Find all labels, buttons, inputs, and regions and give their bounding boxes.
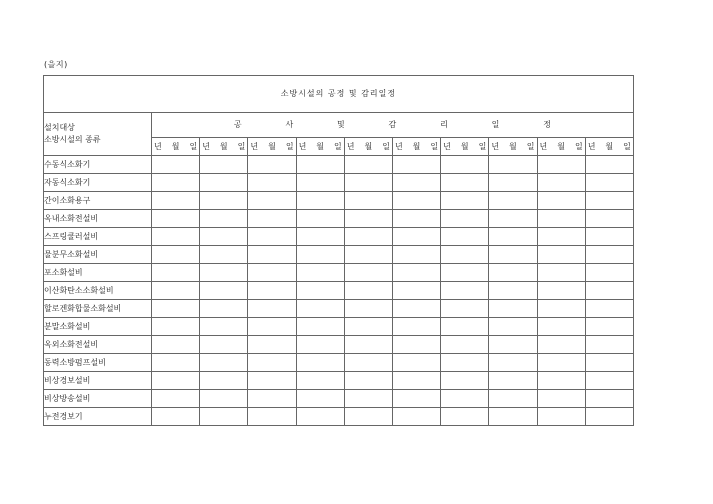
schedule-cell: [200, 246, 248, 264]
schedule-cell: [296, 174, 344, 192]
schedule-cell: [489, 174, 537, 192]
schedule-cell: [537, 408, 585, 426]
facility-name: 스프링쿨러설비: [44, 228, 152, 246]
schedule-cell: [152, 336, 200, 354]
schedule-cell: [537, 336, 585, 354]
table-row: [44, 318, 634, 336]
facility-name: 비상경보설비: [44, 372, 152, 390]
schedule-header: [152, 113, 634, 138]
schedule-cell: [441, 408, 489, 426]
table-row: [44, 174, 634, 192]
schedule-cell: [296, 390, 344, 408]
schedule-cell: [537, 174, 585, 192]
schedule-cell: [441, 300, 489, 318]
schedule-cell: [296, 282, 344, 300]
schedule-cell: [200, 300, 248, 318]
date-unit-month: 월: [171, 141, 180, 151]
schedule-cell: [200, 192, 248, 210]
table-row: [44, 228, 634, 246]
schedule-cell: [392, 300, 440, 318]
schedule-cell: [392, 192, 440, 210]
schedule-cell: [200, 318, 248, 336]
schedule-cell: [585, 408, 633, 426]
facility-header-line1: 설치대상: [44, 123, 75, 132]
schedule-cell: [441, 246, 489, 264]
date-column-header: [152, 138, 200, 156]
date-column-header: [200, 138, 248, 156]
schedule-cell: [296, 300, 344, 318]
schedule-cell: [392, 318, 440, 336]
schedule-cell: [344, 228, 392, 246]
schedule-cell: [392, 372, 440, 390]
table-row: [44, 390, 634, 408]
schedule-cell: [441, 372, 489, 390]
schedule-cell: [248, 354, 296, 372]
date-unit-month: 월: [460, 141, 469, 151]
table-row: [44, 156, 634, 174]
schedule-header-char: 사: [285, 120, 294, 129]
schedule-cell: [152, 300, 200, 318]
facility-name: 포소화설비: [44, 264, 152, 282]
schedule-cell: [537, 192, 585, 210]
date-unit-month: 월: [557, 141, 565, 151]
schedule-cell: [152, 228, 200, 246]
date-unit-day: 일: [237, 141, 246, 151]
schedule-cell: [248, 390, 296, 408]
schedule-cell: [489, 210, 537, 228]
schedule-cell: [585, 228, 633, 246]
schedule-cell: [489, 300, 537, 318]
schedule-cell: [489, 246, 537, 264]
schedule-header-char: 및: [337, 120, 345, 129]
schedule-header-row: [44, 113, 634, 138]
schedule-cell: [392, 156, 440, 174]
schedule-cell: [441, 174, 489, 192]
schedule-cell: [344, 390, 392, 408]
schedule-cell: [152, 282, 200, 300]
schedule-cell: [392, 246, 440, 264]
table-row: [44, 354, 634, 372]
schedule-cell: [248, 156, 296, 174]
schedule-cell: [585, 390, 633, 408]
schedule-cell: [489, 408, 537, 426]
schedule-cell: [344, 336, 392, 354]
date-unit-year: 년: [587, 141, 596, 151]
date-unit-day: 일: [623, 141, 631, 151]
schedule-cell: [392, 282, 440, 300]
schedule-cell: [344, 282, 392, 300]
date-unit-year: 년: [394, 141, 403, 151]
schedule-cell: [441, 354, 489, 372]
schedule-cell: [344, 354, 392, 372]
schedule-cell: [585, 300, 633, 318]
schedule-cell: [585, 174, 633, 192]
schedule-cell: [248, 174, 296, 192]
schedule-cell: [537, 318, 585, 336]
date-unit-day: 일: [285, 141, 294, 151]
facility-header-line2: 소방시설의 종류: [44, 135, 101, 144]
date-column-header: [344, 138, 392, 156]
schedule-cell: [296, 192, 344, 210]
schedule-cell: [200, 228, 248, 246]
facility-type-header: [44, 113, 152, 156]
schedule-cell: [489, 390, 537, 408]
schedule-cell: [585, 318, 633, 336]
table-row: [44, 282, 634, 300]
date-column-header: [392, 138, 440, 156]
date-column-header: [296, 138, 344, 156]
facility-name: 간이소화용구: [44, 192, 152, 210]
schedule-cell: [200, 336, 248, 354]
schedule-cell: [152, 408, 200, 426]
facility-name: 옥외소화전설비: [44, 336, 152, 354]
schedule-cell: [344, 156, 392, 174]
schedule-cell: [152, 192, 200, 210]
schedule-cell: [296, 408, 344, 426]
schedule-cell: [248, 264, 296, 282]
schedule-cell: [441, 318, 489, 336]
schedule-cell: [344, 210, 392, 228]
facility-name: 이산화탄소소화설비: [44, 282, 152, 300]
schedule-cell: [152, 372, 200, 390]
schedule-cell: [585, 210, 633, 228]
date-unit-month: 월: [219, 141, 228, 151]
schedule-cell: [344, 408, 392, 426]
schedule-cell: [200, 156, 248, 174]
schedule-cell: [296, 354, 344, 372]
schedule-cell: [200, 174, 248, 192]
schedule-cell: [392, 174, 440, 192]
table-row: [44, 210, 634, 228]
schedule-cell: [392, 336, 440, 354]
schedule-cell: [296, 228, 344, 246]
schedule-cell: [537, 390, 585, 408]
date-unit-day: 일: [526, 141, 535, 151]
date-unit-day: 일: [574, 141, 583, 151]
schedule-cell: [152, 156, 200, 174]
schedule-cell: [489, 192, 537, 210]
schedule-cell: [296, 246, 344, 264]
facility-name: 수동식소화기: [44, 156, 152, 174]
schedule-cell: [200, 282, 248, 300]
schedule-cell: [441, 156, 489, 174]
schedule-cell: [537, 246, 585, 264]
schedule-header-char: 리: [440, 120, 448, 129]
schedule-cell: [537, 264, 585, 282]
schedule-cell: [248, 192, 296, 210]
title-row: [44, 76, 634, 113]
schedule-cell: [152, 318, 200, 336]
schedule-cell: [489, 318, 537, 336]
schedule-cell: [248, 372, 296, 390]
schedule-cell: [441, 210, 489, 228]
schedule-cell: [585, 264, 633, 282]
schedule-cell: [392, 408, 440, 426]
schedule-cell: [489, 264, 537, 282]
schedule-header-text: [152, 121, 633, 129]
schedule-cell: [489, 228, 537, 246]
schedule-cell: [200, 372, 248, 390]
schedule-cell: [441, 228, 489, 246]
schedule-cell: [585, 246, 633, 264]
schedule-cell: [392, 390, 440, 408]
date-column-header: [441, 138, 489, 156]
schedule-cell: [248, 408, 296, 426]
date-unit-month: 월: [412, 141, 421, 151]
schedule-cell: [344, 372, 392, 390]
schedule-cell: [248, 246, 296, 264]
schedule-cell: [585, 156, 633, 174]
form-label: (을지): [44, 60, 68, 69]
schedule-cell: [537, 354, 585, 372]
schedule-cell: [392, 210, 440, 228]
schedule-cell: [344, 264, 392, 282]
schedule-cell: [537, 210, 585, 228]
schedule-cell: [248, 300, 296, 318]
date-unit-month: 월: [605, 141, 614, 151]
schedule-header-char: 감: [388, 120, 397, 129]
schedule-cell: [200, 354, 248, 372]
date-column-header: [585, 138, 633, 156]
schedule-cell: [537, 300, 585, 318]
schedule-cell: [200, 264, 248, 282]
schedule-cell: [200, 210, 248, 228]
table-row: [44, 300, 634, 318]
schedule-cell: [152, 354, 200, 372]
date-unit-month: 월: [509, 141, 517, 151]
date-unit-year: 년: [539, 141, 548, 151]
schedule-cell: [344, 318, 392, 336]
date-column-header: [489, 138, 537, 156]
schedule-cell: [344, 192, 392, 210]
schedule-cell: [344, 246, 392, 264]
date-unit-year: 년: [346, 141, 355, 151]
schedule-cell: [392, 264, 440, 282]
date-unit-day: 일: [189, 141, 198, 151]
date-unit-month: 월: [268, 141, 276, 151]
schedule-cell: [296, 264, 344, 282]
date-unit-year: 년: [154, 141, 162, 151]
page-title: 소방시설의 공정 및 감리일정: [44, 76, 634, 113]
facility-name: 분말소화설비: [44, 318, 152, 336]
schedule-cell: [152, 210, 200, 228]
schedule-header-char: 정: [543, 120, 551, 129]
schedule-cell: [248, 318, 296, 336]
schedule-cell: [152, 174, 200, 192]
schedule-cell: [441, 390, 489, 408]
schedule-cell: [296, 318, 344, 336]
schedule-cell: [585, 282, 633, 300]
facility-name: 옥내소화전설비: [44, 210, 152, 228]
schedule-cell: [152, 390, 200, 408]
date-unit-year: 년: [202, 141, 210, 151]
table-row: [44, 246, 634, 264]
schedule-cell: [200, 408, 248, 426]
schedule-cell: [537, 228, 585, 246]
schedule-cell: [585, 192, 633, 210]
facility-name: 동력소방펌프설비: [44, 354, 152, 372]
date-unit-month: 월: [364, 141, 373, 151]
facility-name: 누전경보기: [44, 408, 152, 426]
schedule-cell: [152, 264, 200, 282]
schedule-cell: [296, 156, 344, 174]
schedule-cell: [392, 228, 440, 246]
schedule-header-char: 공: [233, 120, 242, 129]
date-unit-year: 년: [443, 141, 451, 151]
schedule-table: [43, 75, 634, 426]
schedule-cell: [344, 174, 392, 192]
date-unit-day: 일: [334, 141, 342, 151]
facility-name: 자동식소화기: [44, 174, 152, 192]
schedule-cell: [296, 210, 344, 228]
schedule-cell: [537, 282, 585, 300]
schedule-cell: [441, 336, 489, 354]
schedule-cell: [441, 192, 489, 210]
schedule-cell: [489, 282, 537, 300]
table-row: [44, 372, 634, 390]
schedule-header-char: 일: [491, 120, 500, 129]
schedule-cell: [392, 354, 440, 372]
date-unit-year: 년: [491, 141, 500, 151]
date-unit-month: 월: [316, 141, 325, 151]
schedule-cell: [489, 336, 537, 354]
schedule-cell: [152, 246, 200, 264]
date-column-header: [248, 138, 296, 156]
schedule-cell: [441, 264, 489, 282]
facility-name: 할로겐화합물소화설비: [44, 300, 152, 318]
table-row: [44, 264, 634, 282]
schedule-cell: [248, 210, 296, 228]
date-unit-day: 일: [382, 141, 390, 151]
schedule-cell: [200, 390, 248, 408]
table-row: [44, 408, 634, 426]
date-unit-year: 년: [250, 141, 259, 151]
schedule-cell: [248, 228, 296, 246]
facility-name: 비상방송설비: [44, 390, 152, 408]
schedule-cell: [248, 336, 296, 354]
date-unit-day: 일: [430, 141, 439, 151]
schedule-cell: [537, 156, 585, 174]
schedule-cell: [489, 156, 537, 174]
schedule-cell: [537, 372, 585, 390]
table-row: [44, 336, 634, 354]
schedule-cell: [489, 372, 537, 390]
schedule-cell: [248, 282, 296, 300]
schedule-cell: [585, 354, 633, 372]
schedule-cell: [344, 300, 392, 318]
schedule-cell: [489, 354, 537, 372]
schedule-cell: [296, 372, 344, 390]
schedule-cell: [441, 282, 489, 300]
date-unit-day: 일: [478, 141, 487, 151]
date-column-header: [537, 138, 585, 156]
schedule-cell: [296, 336, 344, 354]
date-unit-year: 년: [298, 141, 307, 151]
table-row: [44, 192, 634, 210]
schedule-cell: [585, 372, 633, 390]
facility-name: 물분무소화설비: [44, 246, 152, 264]
schedule-cell: [585, 336, 633, 354]
